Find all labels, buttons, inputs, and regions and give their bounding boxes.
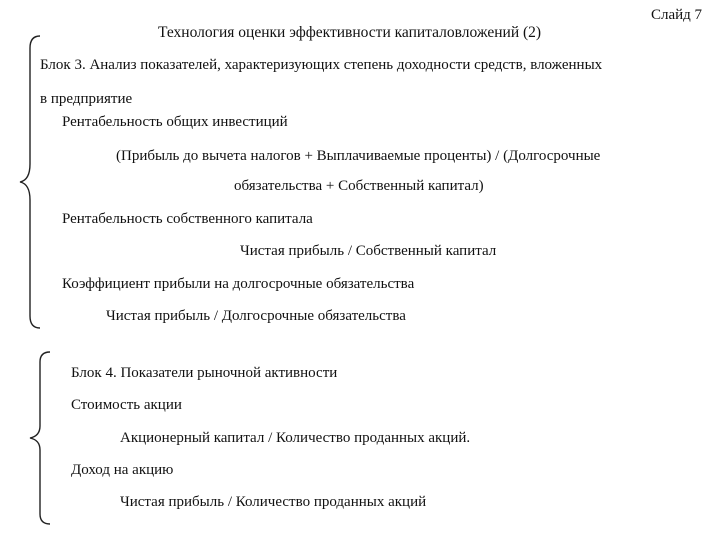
block3-brace: [12, 34, 42, 330]
indicator-formula: Акционерный капитал / Количество проданных акций.: [120, 430, 471, 446]
indicator-formula: Чистая прибыль / Количество проданных акций: [120, 494, 427, 510]
indicator-name: Доход на акцию: [71, 462, 174, 478]
block4-heading: Блок 4. Показатели рыночной активности: [71, 365, 338, 381]
block4-brace: [22, 350, 52, 526]
indicator-name: Коэффициент прибыли на долгосрочные обязательства: [62, 276, 415, 292]
block3-heading-line1: Блок 3. Анализ показателей, характеризующих степень доходности средств, вложенных: [40, 57, 603, 73]
indicator-formula: Чистая прибыль / Собственный капитал: [240, 243, 497, 259]
indicator-name: Рентабельность общих инвестиций: [62, 114, 288, 130]
indicator-formula: (Прибыль до вычета налогов + Выплачиваемые проценты) / (Долгосрочные: [116, 148, 601, 164]
indicator-formula-continued: обязательства + Собственный капитал): [234, 178, 484, 194]
indicator-name: Рентабельность собственного капитала: [62, 211, 313, 227]
block3-heading-line2: в предприятие: [40, 91, 133, 107]
indicator-name: Стоимость акции: [71, 397, 182, 413]
slide-title: Технология оценки эффективности капиталовложений (2): [158, 24, 542, 41]
indicator-formula: Чистая прибыль / Долгосрочные обязательства: [106, 308, 406, 324]
slide-number: Слайд 7: [651, 7, 703, 23]
